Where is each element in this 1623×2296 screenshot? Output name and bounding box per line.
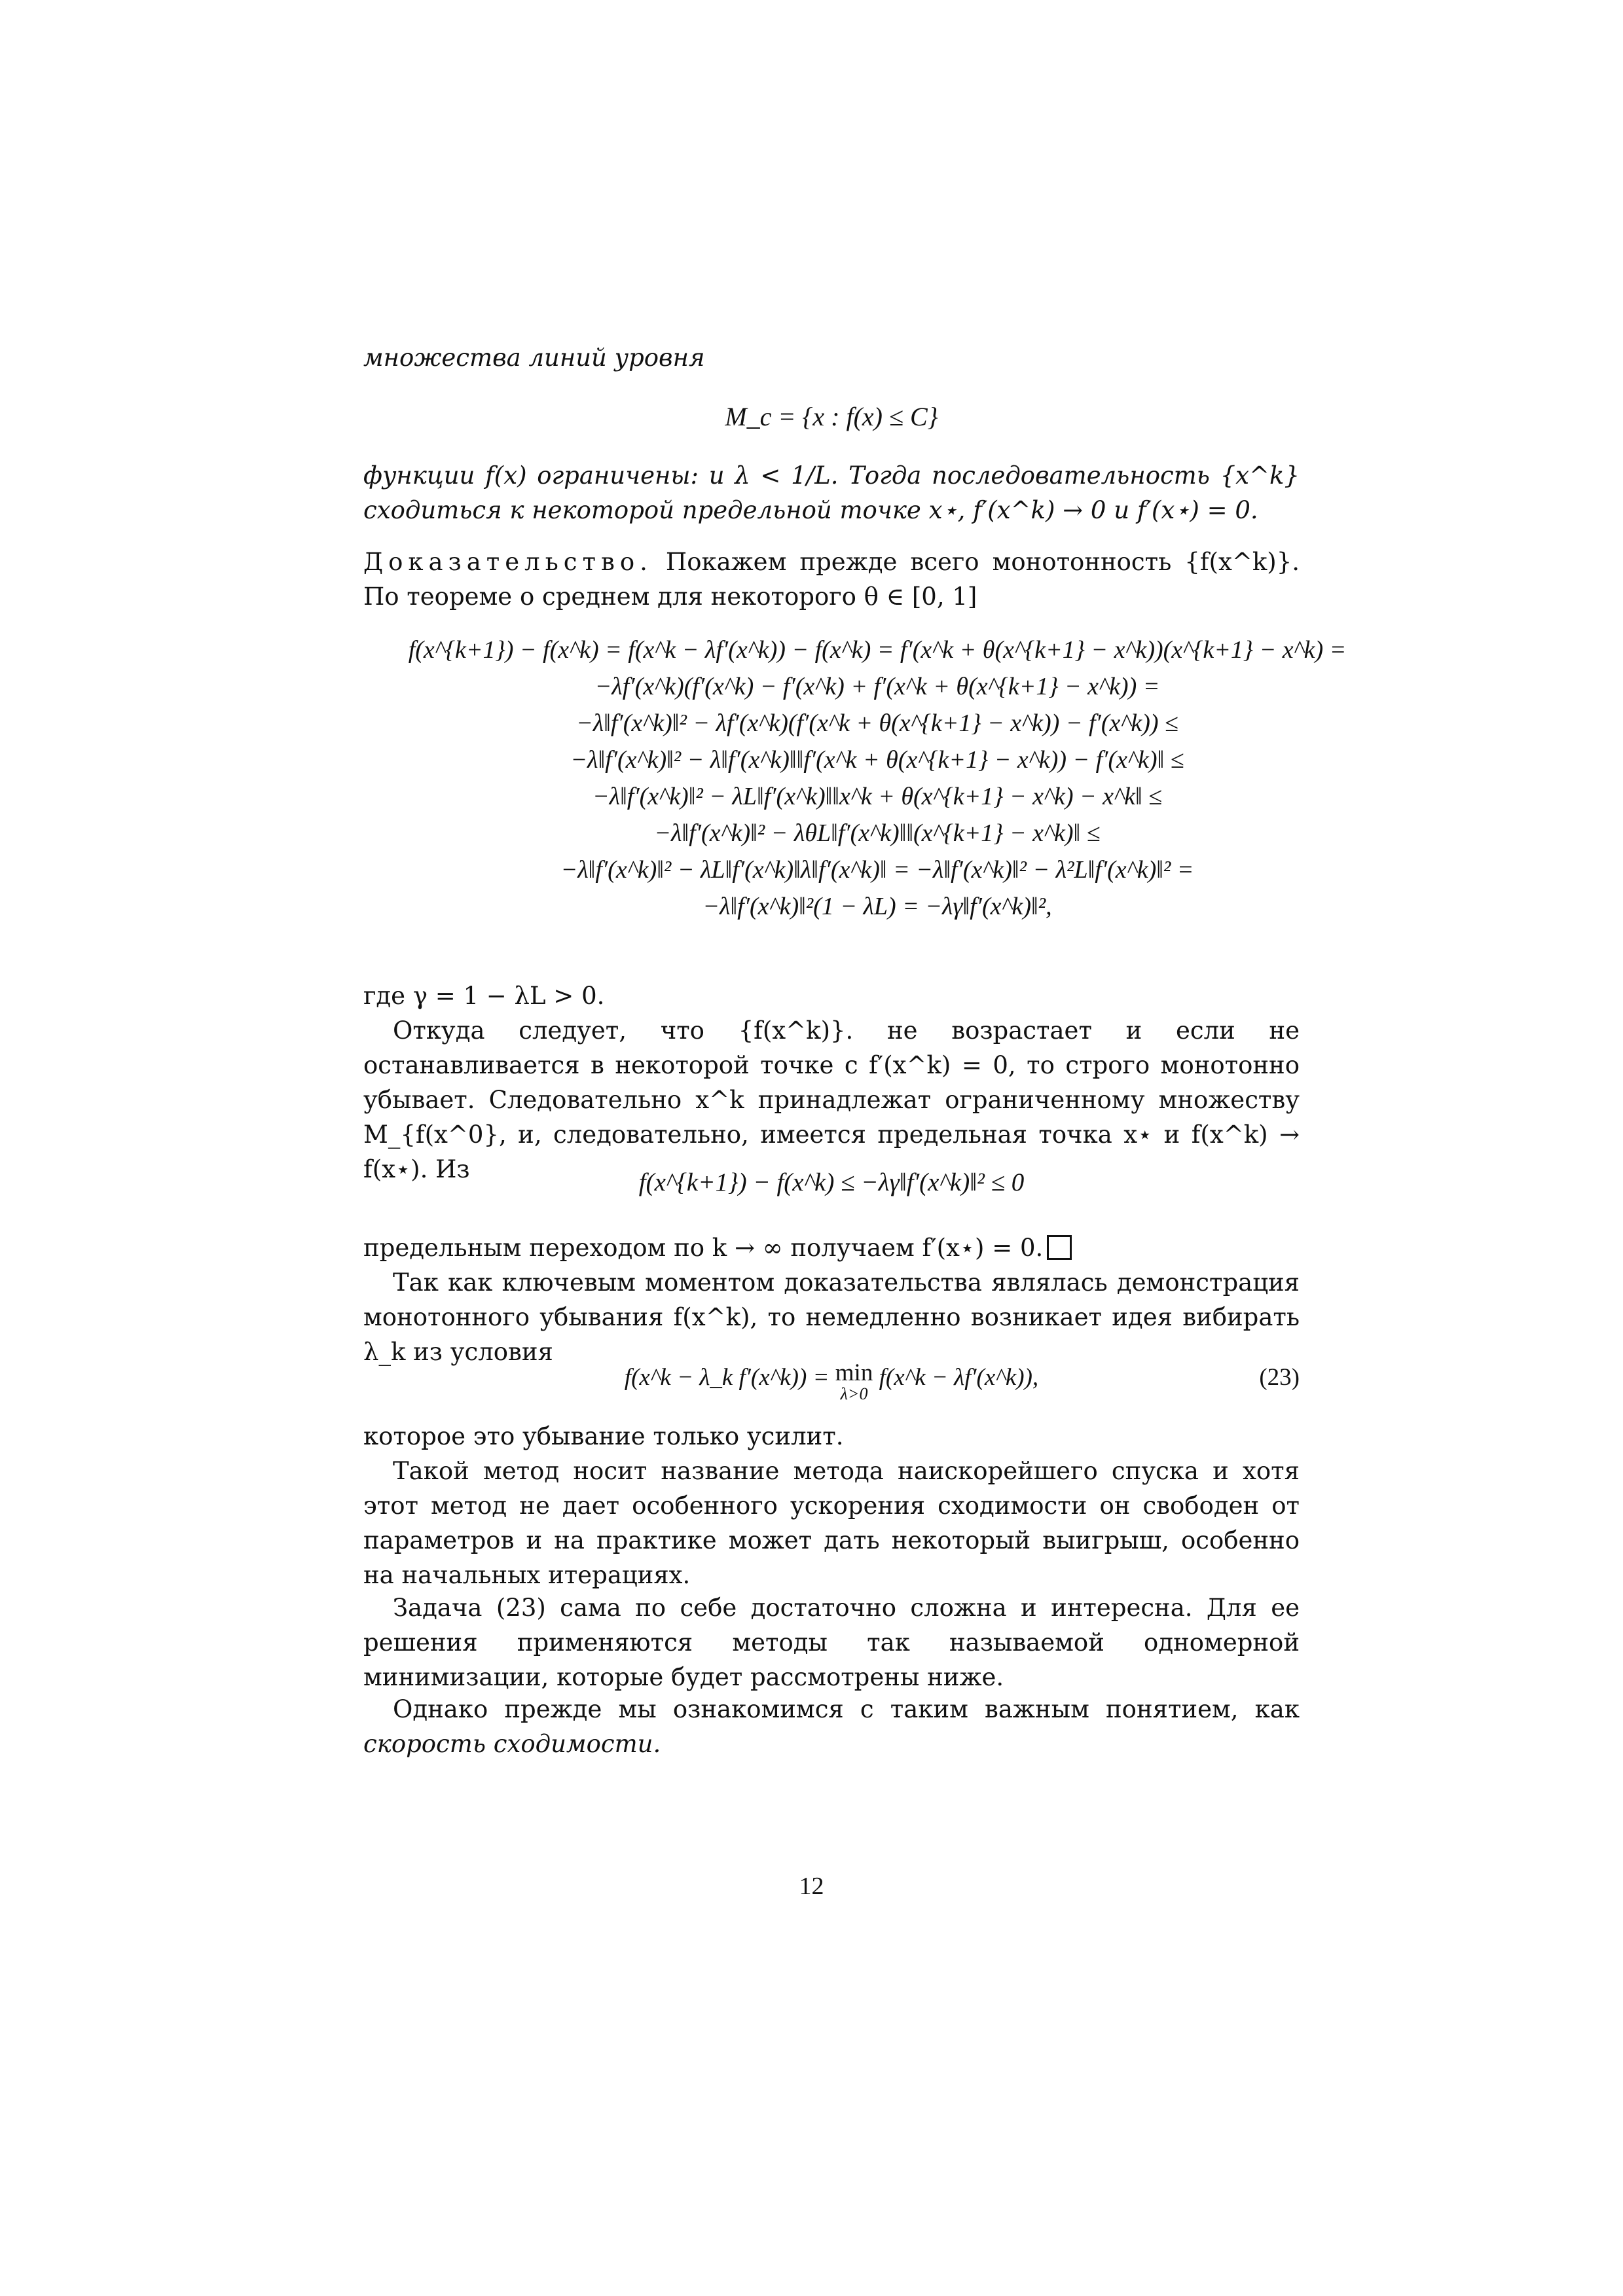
limit-sentence: предельным переходом по k → ∞ получаем f′(x⋆) = 0. — [363, 1234, 1044, 1262]
paragraph-key-moment: Так как ключевым моментом доказательства являлась демонстрация монотонного убывания f(x^k), то немедленно возникает идея вибирать λ_k из условия — [363, 1268, 1300, 1366]
proof-label: Доказательство. — [363, 548, 653, 576]
eq23-min-op: min — [835, 1359, 873, 1386]
level-set-formula: M_c = {x : f(x) ≤ C} — [725, 402, 938, 431]
eq23-min — [835, 1360, 873, 1402]
qed-box-icon — [1047, 1235, 1072, 1260]
equation-23 — [363, 1360, 1300, 1402]
derivation-line: −λf′(x^k)(f′(x^k) − f′(x^k) + f′(x^k + θ(x^{k+1} − x^k)) = — [594, 673, 1160, 700]
paragraph-task-23: Задача (23) сама по себе достаточно сложна и интересна. Для ее решения применяются методы так называемой одномерной минимизации, которые будет рассмотрены ниже. — [363, 1594, 1300, 1691]
theorem-tail: функции f(x) ограничены: и λ < 1/L. Тогда последовательность {x^k} сходиться к некоторой предельной точке x⋆, f′(x^k) → 0 и f′(x⋆) = 0. — [363, 461, 1300, 524]
derivation-line: −λ‖f′(x^k)‖²(1 − λL) = −λγ‖f′(x^k)‖², — [702, 893, 1052, 920]
derivation-line: −λ‖f′(x^k)‖² − λf′(x^k)(f′(x^k + θ(x^{k+1} − x^k)) − f′(x^k)) ≤ — [576, 709, 1178, 737]
derivation-line: −λ‖f′(x^k)‖² − λ‖f′(x^k)‖‖f′(x^k + θ(x^{k+1} − x^k)) − f′(x^k)‖ ≤ — [570, 746, 1184, 774]
page-number: 12 — [799, 1873, 824, 1900]
paragraph-final — [363, 1692, 1300, 1761]
derivation-line: −λ‖f′(x^k)‖² − λL‖f′(x^k)‖‖x^k + θ(x^{k+1} − x^k) − x^k‖ ≤ — [593, 783, 1162, 810]
derivation-line: −λ‖f′(x^k)‖² − λθL‖f′(x^k)‖‖(x^{k+1} − x^k)‖ ≤ — [654, 819, 1101, 847]
derivation-block — [386, 632, 1368, 925]
equation-number: (23) — [1259, 1364, 1300, 1391]
proof-intro: Покажем прежде всего монотонность {f(x^k)}. По теореме о среднем для некоторого θ ∈ [0, 1] — [363, 548, 1300, 611]
paragraph-follows: Откуда следует, что {f(x^k)}. не возрастает и если не останавливается в некоторой точке с f′(x^k) = 0, то строго монотонно убывает. Следовательно x^k принадлежат ограниченному множеству M_{f(x^0}, и, следовательно, имеется предельная точка x⋆ и f(x^k) → f(x⋆). Из — [363, 1016, 1300, 1183]
inequality: f(x^{k+1}) − f(x^k) ≤ −λγ‖f′(x^k)‖² ≤ 0 — [638, 1168, 1025, 1196]
final-text: Однако прежде мы ознакомимся с таким важным понятием, как — [393, 1695, 1300, 1723]
eq23-rhs: f(x^k − λf′(x^k)), — [879, 1364, 1039, 1391]
limit-sentence-line — [363, 1230, 1300, 1265]
after-equation-23: которое это убывание только усилит. — [363, 1422, 844, 1450]
gamma-definition: где γ = 1 − λL > 0. — [363, 982, 605, 1010]
proof-paragraph — [363, 545, 1300, 614]
eq23-min-sub: λ>0 — [840, 1384, 868, 1403]
derivation-line: f(x^{k+1}) − f(x^k) = f(x^k − λf′(x^k)) − f(x^k) = f′(x^k + θ(x^{k+1} − x^k))(x^{k+1} − x^k) = — [408, 636, 1347, 664]
derivation-line: −λ‖f′(x^k)‖² − λL‖f′(x^k)‖λ‖f′(x^k)‖ = −λ‖f′(x^k)‖² − λ²L‖f′(x^k)‖² = — [560, 856, 1194, 884]
header-fragment: множества линий уровня — [363, 344, 705, 372]
eq23-lhs: f(x^k − λ_k f′(x^k)) = — [624, 1364, 830, 1391]
paragraph-steepest-descent: Такой метод носит название метода наискорейшего спуска и хотя этот метод не дает особенного ускорения сходимости он свободен от параметров и на практике может дать некоторый выигрыш, особенно на начальных итерациях. — [363, 1457, 1300, 1589]
final-term: скорость сходимости. — [363, 1730, 661, 1758]
